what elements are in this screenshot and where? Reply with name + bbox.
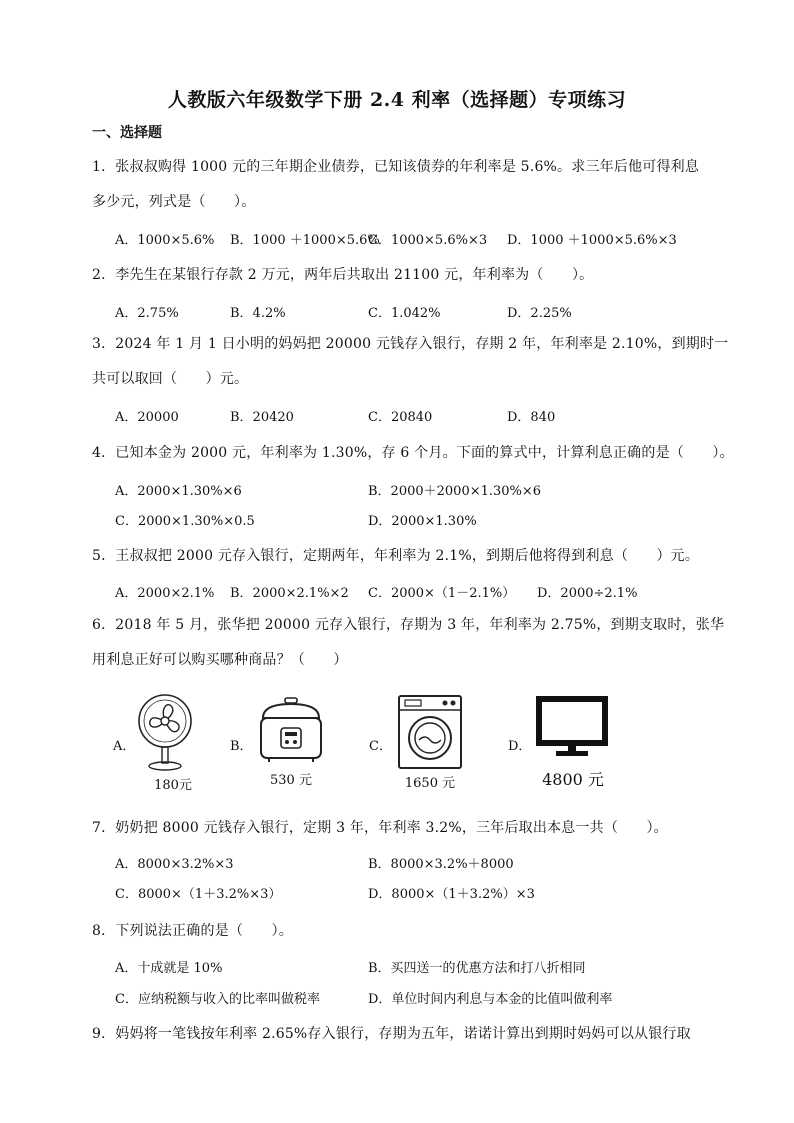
question-6-line-2: 用利息正好可以购买哪种商品？（ ） — [92, 652, 348, 668]
q2-option-d[interactable]: D．2.25% — [507, 306, 572, 321]
q6-price-b: 530 元 — [270, 773, 312, 788]
section-heading: 一、选择题 — [92, 125, 162, 141]
question-7-line-1: 7．奶奶把 8000 元钱存入银行，定期 3 年，年利率 3.2%，三年后取出本息一共（ ）。 — [92, 820, 668, 836]
q4-option-d[interactable]: D．2000×1.30% — [368, 514, 477, 529]
q1-option-a[interactable]: A．1000×5.6% — [115, 233, 215, 248]
question-1-line-2: 多少元，列式是（ ）。 — [92, 194, 256, 210]
q5-option-c[interactable]: C．2000×（1－2.1%） — [368, 586, 516, 601]
page-title: 人教版六年级数学下册 2.4 利率（选择题）专项练习 — [167, 89, 627, 111]
q3-option-b[interactable]: B．20420 — [230, 410, 294, 425]
question-6-line-1: 6．2018 年 5 月，张华把 20000 元存入银行，存期为 3 年，年利率为 2.75%，到期支取时，张华 — [92, 617, 725, 633]
q5-option-d[interactable]: D．2000÷2.1% — [537, 586, 638, 601]
question-9-line-1: 9．妈妈将一笔钱按年利率 2.65%存入银行，存期为五年，诺诺计算出到期时妈妈可以从银行取 — [92, 1026, 691, 1042]
rice-cooker-icon — [257, 696, 325, 764]
q3-option-c[interactable]: C．20840 — [368, 410, 433, 425]
washing-machine-icon — [397, 694, 463, 770]
q7-option-d[interactable]: D．8000×（1＋3.2%）×3 — [368, 887, 535, 902]
monitor-icon — [536, 696, 608, 758]
q5-option-b[interactable]: B．2000×2.1%×2 — [230, 586, 349, 601]
q6-option-d[interactable]: D． — [508, 739, 532, 754]
q7-option-c[interactable]: C．8000×（1＋3.2%×3） — [115, 887, 282, 902]
q8-option-b[interactable]: B．买四送一的优惠方法和打八折相同 — [368, 961, 586, 976]
q4-option-b[interactable]: B．2000＋2000×1.30%×6 — [368, 484, 542, 499]
q8-option-a[interactable]: A．十成就是 10% — [115, 961, 223, 976]
q2-option-a[interactable]: A．2.75% — [115, 306, 179, 321]
q6-price-d: 4800 元 — [542, 770, 604, 789]
question-3-line-1: 3．2024 年 1 月 1 日小明的妈妈把 20000 元钱存入银行，存期 2 年，年利率是 2.10%，到期时一 — [92, 336, 729, 352]
q1-option-b[interactable]: B．1000 ＋1000×5.6% — [230, 233, 380, 248]
q2-option-c[interactable]: C．1.042% — [368, 306, 441, 321]
q3-option-a[interactable]: A．20000 — [115, 410, 179, 425]
q6-option-b[interactable]: B． — [230, 739, 253, 754]
question-4-line-1: 4．已知本金为 2000 元，年利率为 1.30%，存 6 个月。下面的算式中，计算利息正确的是（ ）。 — [92, 445, 734, 461]
q7-option-a[interactable]: A．8000×3.2%×3 — [115, 857, 234, 872]
q8-option-c[interactable]: C．应纳税额与收入的比率叫做税率 — [115, 992, 320, 1007]
q3-option-d[interactable]: D．840 — [507, 410, 556, 425]
question-2-line-1: 2．李先生在某银行存款 2 万元，两年后共取出 21100 元，年利率为（ ）。 — [92, 267, 594, 283]
q4-option-a[interactable]: A．2000×1.30%×6 — [115, 484, 242, 499]
q5-option-a[interactable]: A．2000×2.1% — [115, 586, 215, 601]
q6-price-c: 1650 元 — [404, 776, 456, 791]
question-5-line-1: 5．王叔叔把 2000 元存入银行，定期两年，年利率为 2.1%，到期后他将得到利息（ ）元。 — [92, 548, 700, 564]
q6-option-c[interactable]: C． — [369, 739, 392, 754]
question-8-line-1: 8．下列说法正确的是（ ）。 — [92, 923, 293, 939]
q6-price-a: 180元 — [154, 778, 192, 793]
question-1-line-1: 1．张叔叔购得 1000 元的三年期企业债券，已知该债券的年利率是 5.6%。求三年后他可得利息 — [92, 159, 700, 175]
q7-option-b[interactable]: B．8000×3.2%＋8000 — [368, 857, 514, 872]
electric-fan-icon — [132, 693, 198, 771]
question-3-line-2: 共可以取回（ ）元。 — [92, 371, 249, 387]
q8-option-d[interactable]: D．单位时间内利息与本金的比值叫做利率 — [368, 992, 613, 1007]
q6-option-a[interactable]: A． — [113, 739, 136, 754]
q1-option-c[interactable]: C．1000×5.6%×3 — [368, 233, 488, 248]
q4-option-c[interactable]: C．2000×1.30%×0.5 — [115, 514, 255, 529]
q1-option-d[interactable]: D．1000 ＋1000×5.6%×3 — [507, 233, 677, 248]
q2-option-b[interactable]: B．4.2% — [230, 306, 286, 321]
